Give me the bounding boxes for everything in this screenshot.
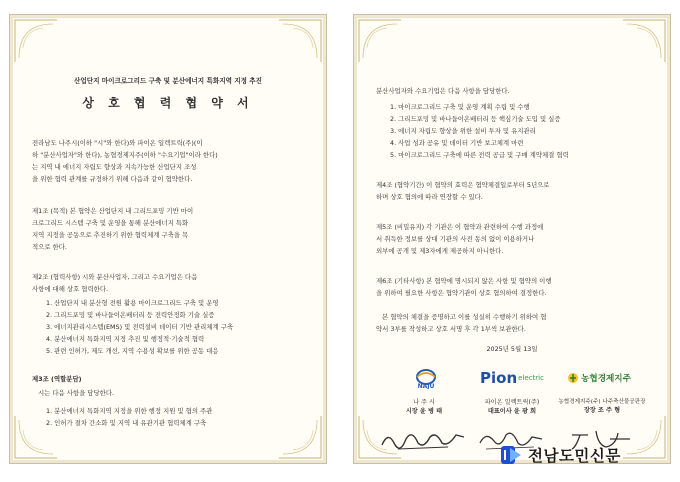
signatory-name: 시장 윤 병 태 xyxy=(405,408,443,415)
roles-item: 5. 마이크로그리드 구축에 따른 전력 공급 및 구매 계약체결 협력 xyxy=(390,151,569,159)
pion-logo-main: Pion xyxy=(480,369,518,387)
article2-item: 1. 산업단지 내 분산형 전원 활용 마이크로그리드 구축 및 운영 xyxy=(46,299,219,307)
newspaper-name: 전남도민신문 xyxy=(528,447,621,465)
newspaper-brand xyxy=(500,442,621,468)
intro-line: 하 "분산사업자"와 한다), 농협경제지주(이하 "수요기업"이라 한다) xyxy=(32,151,218,159)
agreement-page-1 xyxy=(9,14,327,464)
article6-line: 제6조 (기타사항) 본 협약에 명시되지 않은 사항 및 협약의 이행 xyxy=(376,277,552,285)
article1-line: 지역 지정을 공동으로 추진하기 위한 협력체계 구축을 목 xyxy=(32,231,189,239)
article2-line: 사항에 대해 상호 협력한다. xyxy=(32,285,109,293)
article2-line: 제2조 (협력사항) 시와 분산사업자, 그리고 수요기업은 다음 xyxy=(32,273,198,281)
signatory-name: 대표이사 윤 광 희 xyxy=(487,408,537,415)
article3-item: 2. 인허가 절차 간소화 및 지역 내 유관기관 협력체계 구축 xyxy=(46,419,207,427)
agreement-page-2 xyxy=(353,14,671,464)
roles-item: 3. 에너지 자립도 향상을 위한 설비 투자 및 유지관리 xyxy=(390,127,536,135)
pion-logo-sub: electric xyxy=(518,374,544,382)
nh-logo xyxy=(562,367,636,389)
article2-item: 3. 에너지관리시스템(EMS) 및 전력설비 데이터 기반 관리체계 구축 xyxy=(46,323,234,331)
signatory-logos xyxy=(394,367,634,391)
signatory-org: 파이온 일렉트릭(주) xyxy=(484,399,540,406)
agreement-subtitle: 산업단지 마이크로그리드 구축 및 분산에너지 특화지역 지정 추진 xyxy=(73,77,263,85)
article3-item: 1. 분산에너지 특화지역 지정을 위한 행정 지원 및 협의 주관 xyxy=(46,407,213,415)
closing-line: 약서 3부를 작성하고 상호 서명 후 각 1부씩 보관한다. xyxy=(376,325,526,333)
article2-item: 4. 분산에너지 특화지역 지정 추진 및 행정적·기술적 협력 xyxy=(46,335,205,343)
nh-leaf-icon xyxy=(567,372,579,384)
agreement-title: 상 호 협 력 협 약 서 xyxy=(82,96,254,110)
article3-heading: 제3조 (역할분담) xyxy=(32,375,82,383)
article4-line: 하며 상호 협의에 따라 연장할 수 있다. xyxy=(376,193,483,201)
pion-electric-logo xyxy=(472,367,552,389)
nh-logo-text: 농협경제지주 xyxy=(581,374,631,384)
newspaper-logo-icon xyxy=(500,443,524,467)
signatory-name: 장장 조 주 형 xyxy=(583,407,621,414)
article4-line: 제4조 (협약기간) 이 협약의 효력은 협약체결일로부터 5년으로 xyxy=(376,181,550,189)
article5-line: 제5조 (비밀유지) 각 기관은 이 협약과 관련하여 수행 과정에 xyxy=(376,223,544,231)
article1-line: 적으로 한다. xyxy=(32,243,67,251)
roles-item: 4. 사업 성과 공유 및 데이터 기반 보고체계 마련 xyxy=(390,139,524,147)
article2-item: 2. 그리드포밍 및 바나듐이온배터리 등 전력안정화 기술 실증 xyxy=(46,311,215,319)
signature-naju-mayor xyxy=(378,425,468,453)
signatory-org: 농협경제지주(주) 나주축산물공판장 xyxy=(558,399,646,405)
article5-line: 서 취득한 정보를 상대 기관의 사전 동의 없이 이용하거나 xyxy=(376,235,535,243)
article3-lead: 시는 다음 사항을 담당한다. xyxy=(38,389,115,397)
signatory-pion xyxy=(472,398,552,416)
signatory-naju xyxy=(384,398,464,416)
signatory-nh xyxy=(554,398,650,415)
signatory-org: 나 주 시 xyxy=(413,399,435,406)
article2-item: 5. 관련 인허가, 제도 개선, 지역 수용성 확보를 위한 공동 대응 xyxy=(46,347,219,355)
agreement-date: 2025년 5월 13일 xyxy=(486,345,538,353)
svg-text:NAJU: NAJU xyxy=(417,383,435,389)
article5-line: 외부에 공개 및 제3자에게 제공하지 아니한다. xyxy=(376,247,504,255)
naju-emblem-icon xyxy=(394,367,458,389)
intro-line: 전라남도 나주시(이하 "시"와 한다)와 파이온 일렉트릭(주)(이 xyxy=(32,139,203,147)
article1-line: 크로그리드 시스템 구축 및 운영을 통해 분산에너지 특화 xyxy=(32,219,189,227)
intro-line: 을 위한 협력 관계를 규정하기 위해 다음과 같이 협약한다. xyxy=(32,175,193,183)
naju-city-logo xyxy=(394,367,458,389)
intro-line: 는 지역 내 에너지 자립도 향상과 지속가능한 산업단지 조성 xyxy=(32,163,197,171)
closing-line: 본 협약의 체결을 증명하고 이를 성실히 수행하기 위하여 협 xyxy=(382,313,547,321)
roles-item: 2. 그리드포밍 및 바나듐이온배터리 등 핵심기술 도입 및 실증 xyxy=(390,115,561,123)
article6-line: 을 위하여 필요한 사항은 협약기관이 상호 협의하여 결정한다. xyxy=(376,289,547,297)
article1-line: 제1조 (목적) 본 협약은 산업단지 내 그리드포밍 기반 마이 xyxy=(32,207,194,215)
roles-item: 1. 마이크로그리드 구축 및 운영 계획 수립 및 수행 xyxy=(390,103,530,111)
roles-lead: 분산사업자와 수요기업은 다음 사항을 담당한다. xyxy=(376,87,510,95)
